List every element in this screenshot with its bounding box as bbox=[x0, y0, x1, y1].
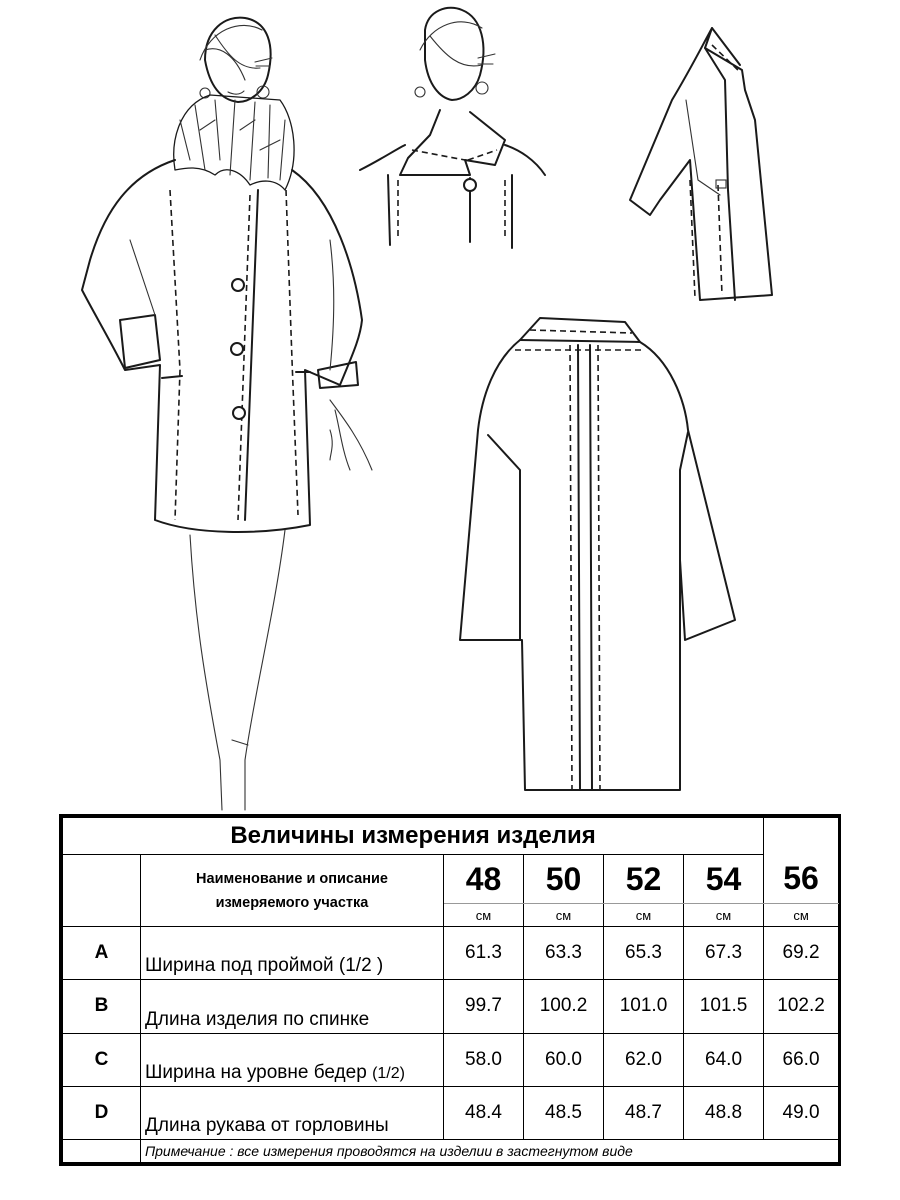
empty-cell bbox=[63, 1140, 141, 1163]
header-desc-line1: Наименование и описание bbox=[196, 870, 388, 887]
table-row bbox=[63, 1086, 839, 1139]
size-header-48: 48 bbox=[444, 855, 524, 904]
table-row bbox=[63, 1033, 839, 1086]
value-cell: 66.0 bbox=[764, 1033, 839, 1086]
row-letter: B bbox=[63, 980, 141, 1033]
value-cell: 60.0 bbox=[524, 1033, 604, 1086]
value-cell: 49.0 bbox=[764, 1086, 839, 1139]
value-cell: 99.7 bbox=[444, 980, 524, 1033]
value-cell: 62.0 bbox=[604, 1033, 684, 1086]
header-desc-line2: измеряемого участка bbox=[215, 894, 369, 911]
unit-label: см bbox=[444, 904, 524, 927]
row-letter: D bbox=[63, 1086, 141, 1139]
row-description: Ширина под проймой (1/2 ) bbox=[141, 927, 444, 980]
table-row bbox=[63, 927, 839, 980]
value-cell: 61.3 bbox=[444, 927, 524, 980]
value-cell: 102.2 bbox=[764, 980, 839, 1033]
size-header-56: 56 bbox=[764, 855, 839, 904]
empty-cell bbox=[764, 818, 839, 855]
row-description-text: Ширина на уровне бедер bbox=[145, 1061, 367, 1083]
unit-label: см bbox=[604, 904, 684, 927]
value-cell: 48.4 bbox=[444, 1086, 524, 1139]
front-view-sketch bbox=[82, 18, 372, 810]
row-description: Длина изделия по спинке bbox=[141, 980, 444, 1033]
value-cell: 63.3 bbox=[524, 927, 604, 980]
value-cell: 69.2 bbox=[764, 927, 839, 980]
value-cell: 48.5 bbox=[524, 1086, 604, 1139]
back-view-sketch bbox=[460, 318, 735, 790]
column-header-description bbox=[141, 855, 444, 927]
value-cell: 101.5 bbox=[684, 980, 764, 1033]
empty-corner-cell bbox=[63, 855, 141, 927]
row-description bbox=[141, 1033, 444, 1086]
row-letter: A bbox=[63, 927, 141, 980]
value-cell: 67.3 bbox=[684, 927, 764, 980]
unit-label: см bbox=[764, 904, 839, 927]
measurement-table bbox=[62, 817, 839, 1163]
unit-label: см bbox=[684, 904, 764, 927]
row-description: Длина рукава от горловины bbox=[141, 1086, 444, 1139]
side-view-sketch bbox=[630, 28, 772, 300]
table-row bbox=[63, 980, 839, 1033]
table-note: Примечание : все измерения проводятся на изделии в застегнутом виде bbox=[141, 1140, 839, 1163]
size-header-54: 54 bbox=[684, 855, 764, 904]
value-cell: 48.7 bbox=[604, 1086, 684, 1139]
value-cell: 65.3 bbox=[604, 927, 684, 980]
row-letter: C bbox=[63, 1033, 141, 1086]
row-description-fraction: (1/2) bbox=[372, 1064, 405, 1082]
size-header-50: 50 bbox=[524, 855, 604, 904]
value-cell: 101.0 bbox=[604, 980, 684, 1033]
value-cell: 58.0 bbox=[444, 1033, 524, 1086]
table-title: Величины измерения изделия bbox=[63, 818, 764, 855]
value-cell: 100.2 bbox=[524, 980, 604, 1033]
unit-label: см bbox=[524, 904, 604, 927]
size-header-52: 52 bbox=[604, 855, 684, 904]
value-cell: 48.8 bbox=[684, 1086, 764, 1139]
measurement-table-container bbox=[59, 814, 841, 1166]
value-cell: 64.0 bbox=[684, 1033, 764, 1086]
collar-detail-sketch bbox=[360, 8, 545, 248]
